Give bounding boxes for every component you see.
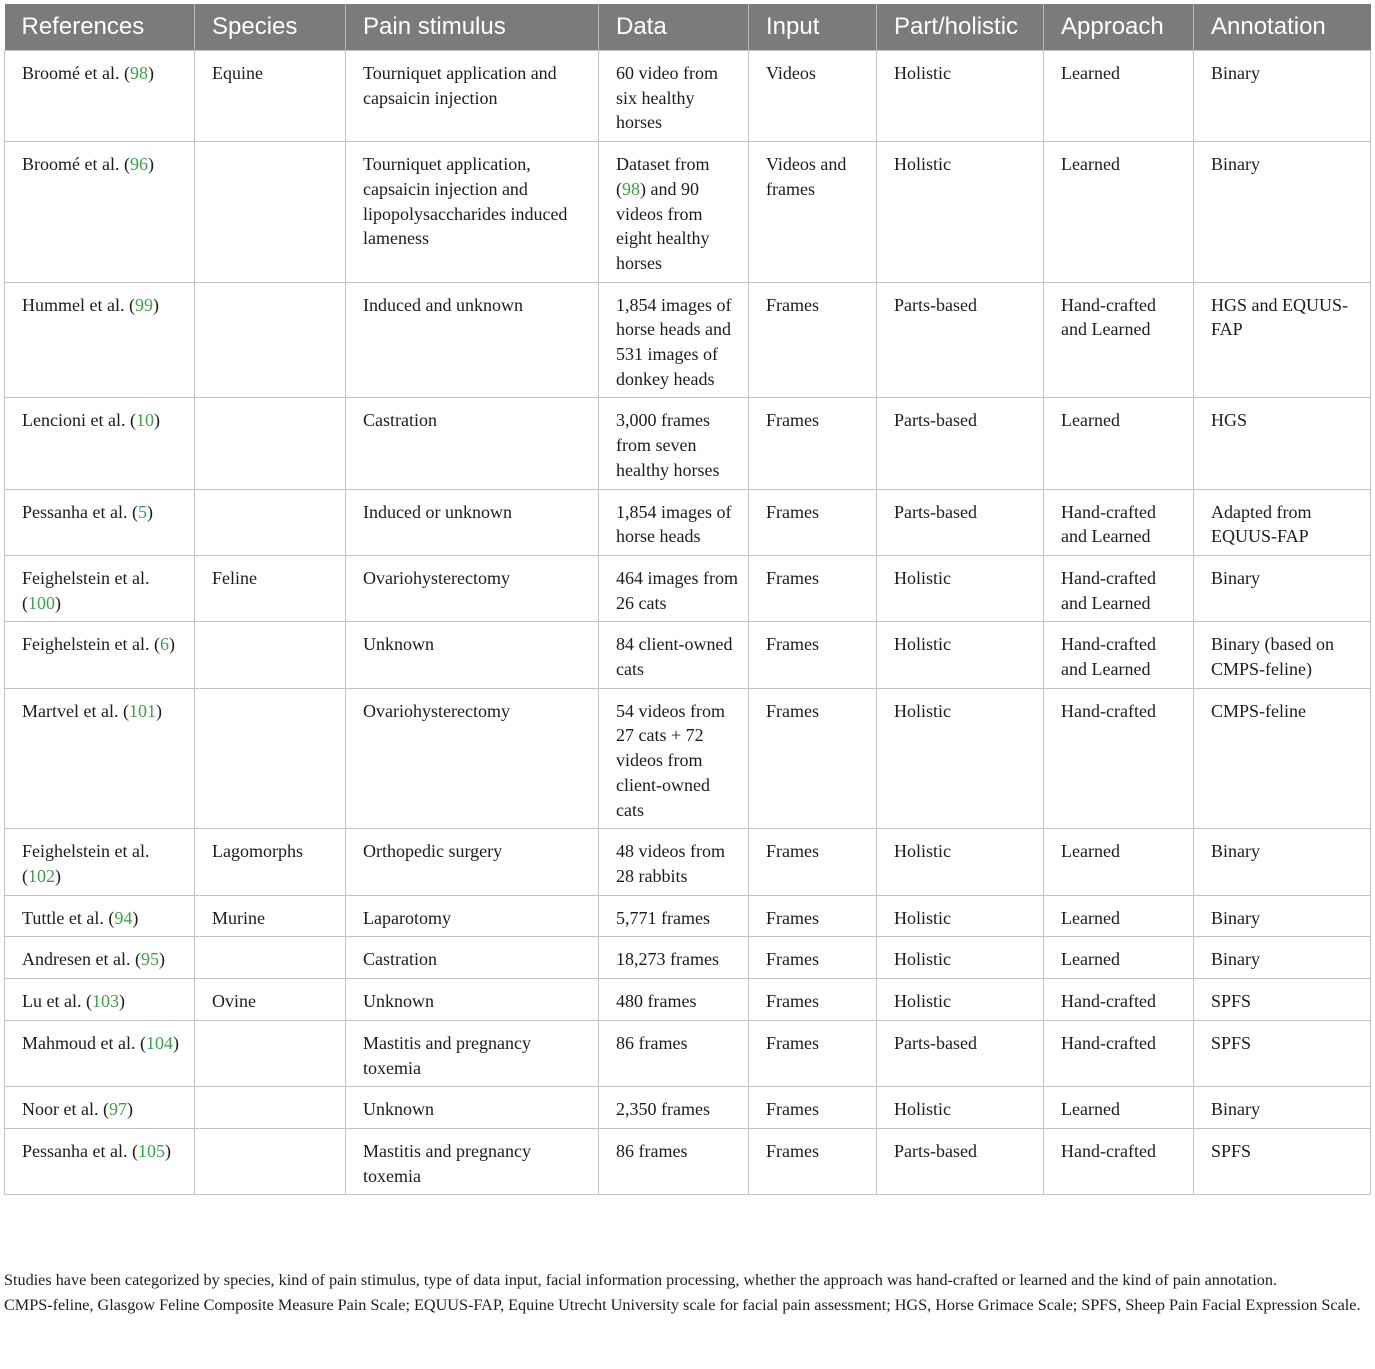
cell-species [195,1128,346,1194]
cell-pain-stimulus: Castration [346,937,599,979]
reference-author: Noor et al. ( [22,1099,109,1120]
footnote-abbreviations: CMPS-feline, Glasgow Feline Composite Measure Pain Scale; EQUUS-FAP, Equine Utrecht University scale for facial pain assessment; HGS, Horse Grimace Scale; SPFS, Sheep Pain Facial Expression Scale. [4,1295,1361,1314]
data-text: 5,771 frames [616,907,710,928]
cell-approach: Hand-crafted [1044,1128,1194,1194]
reference-author: Tuttle et al. ( [22,907,115,928]
cell-part-holistic: Holistic [877,622,1044,688]
data-text: 2,350 frames [616,1099,710,1120]
cell-annotation: HGS and EQUUS-FAP [1194,282,1371,398]
data-text: 480 frames [616,991,697,1012]
cell-data [599,51,749,142]
cell-pain-stimulus: Induced and unknown [346,282,599,398]
reference-close: ) [147,63,154,83]
cell-approach: Learned [1044,829,1194,895]
cell-species: Feline [195,555,346,621]
cell-part-holistic: Holistic [877,829,1044,895]
cell-pain-stimulus: Mastitis and pregnancy toxemia [346,1128,599,1194]
table-row [5,555,1371,621]
cell-approach: Learned [1044,895,1194,937]
table-body [5,51,1371,1195]
footnote-categorization: Studies have been categorized by species, kind of pain stimulus, type of data input, facial information processing, whether the approach was hand-crafted or learned and the kind of pain annotation. [4,1271,1278,1289]
cell-pain-stimulus: Tourniquet application and capsaicin injection [346,51,599,142]
reference-author: Feighelstein et al. ( [22,567,150,613]
cell-species [195,688,346,829]
data-text: 1,854 images of horse heads and 531 images of donkey heads [616,294,732,389]
reference-close: ) [126,1099,133,1120]
cell-species: Equine [195,51,346,142]
header-input: Input [749,4,877,51]
cell-reference [5,51,195,142]
cell-species: Lagomorphs [195,829,346,895]
cell-species [195,398,346,489]
cell-data [599,829,749,895]
reference-link[interactable]: 103 [91,991,119,1012]
reference-close: ) [147,154,154,175]
cell-annotation: SPFS [1194,979,1371,1021]
reference-close: ) [155,700,162,721]
cell-approach: Hand-crafted and Learned [1044,555,1194,621]
cell-part-holistic: Parts-based [877,1128,1044,1194]
reference-close: ) [158,949,165,970]
cell-approach: Hand-crafted and Learned [1044,489,1194,555]
reference-author: Broomé et al. ( [22,154,130,175]
cell-species [195,937,346,979]
header-annotation: Annotation [1194,4,1371,51]
cell-data [599,895,749,937]
cell-species [195,622,346,688]
table-row [5,688,1371,829]
cell-species: Ovine [195,979,346,1021]
cell-annotation: CMPS-feline [1194,688,1371,829]
table-row [5,489,1371,555]
cell-part-holistic: Parts-based [877,398,1044,489]
cell-annotation: Binary [1194,555,1371,621]
table-header [5,4,1371,51]
cell-part-holistic: Parts-based [877,282,1044,398]
cell-part-holistic: Holistic [877,555,1044,621]
table-row [5,1128,1371,1194]
reference-link[interactable]: 96 [129,154,148,175]
table-row [5,51,1371,142]
reference-link[interactable]: 97 [108,1099,127,1120]
cell-approach: Hand-crafted [1044,688,1194,829]
reference-author: Feighelstein et al. ( [22,634,160,655]
cell-approach: Hand-crafted [1044,1020,1194,1086]
reference-author: Feighelstein et al. ( [22,841,150,886]
data-text: 1,854 images of horse heads [616,501,732,547]
cell-pain-stimulus: Castration [346,398,599,489]
cell-data [599,1128,749,1194]
reference-close: ) [55,592,61,613]
cell-data [599,142,749,283]
cell-annotation: Binary [1194,1087,1371,1129]
data-text: 86 frames [616,1032,688,1053]
cell-pain-stimulus: Orthopedic surgery [346,829,599,895]
cell-part-holistic: Holistic [877,979,1044,1021]
cell-reference [5,1020,195,1086]
reference-author: Broomé et al. ( [22,63,130,83]
reference-author: Martvel et al. ( [22,700,129,721]
cell-reference [5,555,195,621]
cell-species [195,282,346,398]
table-container [4,4,1370,1195]
cell-data [599,688,749,829]
cell-part-holistic: Holistic [877,51,1044,142]
cell-part-holistic: Parts-based [877,1020,1044,1086]
cell-data [599,1020,749,1086]
header-part-holistic: Part/holistic [877,4,1044,51]
data-reference-link[interactable]: 98 [622,178,640,199]
cell-input: Frames [749,688,877,829]
cell-pain-stimulus: Induced or unknown [346,489,599,555]
cell-approach: Learned [1044,142,1194,283]
cell-approach: Learned [1044,1087,1194,1129]
cell-approach: Hand-crafted and Learned [1044,622,1194,688]
reference-author: Hummel et al. ( [22,294,135,315]
data-text: Dataset from ( [616,154,710,199]
cell-reference [5,1128,195,1194]
cell-input: Frames [749,829,877,895]
reference-link[interactable]: 6 [159,634,169,655]
reference-link[interactable]: 105 [137,1140,165,1161]
data-text: 54 videos from 27 cats + 72 videos from client-owned cats [616,700,725,820]
cell-part-holistic: Holistic [877,1087,1044,1129]
cell-input: Videos [749,51,877,142]
cell-species [195,489,346,555]
cell-annotation: Binary [1194,895,1371,937]
cell-annotation: SPFS [1194,1020,1371,1086]
table-row [5,1087,1371,1129]
cell-reference [5,829,195,895]
data-text: 84 client-owned cats [616,634,733,680]
cell-annotation: HGS [1194,398,1371,489]
cell-data [599,282,749,398]
cell-pain-stimulus: Ovariohysterectomy [346,688,599,829]
reference-link[interactable]: 98 [129,63,148,83]
reference-link[interactable]: 94 [114,907,133,928]
cell-reference [5,1087,195,1129]
reference-link[interactable]: 99 [134,294,153,315]
table-row [5,622,1371,688]
data-text-continued: ) and 90 videos from eight healthy horses [616,178,710,273]
cell-approach: Learned [1044,51,1194,142]
cell-input: Frames [749,489,877,555]
cell-data [599,555,749,621]
cell-data [599,1087,749,1129]
cell-approach: Learned [1044,398,1194,489]
reference-author: Andresen et al. ( [22,949,141,970]
cell-reference [5,688,195,829]
reference-close: ) [152,294,159,315]
cell-species: Murine [195,895,346,937]
reference-link[interactable]: 102 [28,865,55,886]
table-footnotes [4,1268,1368,1317]
reference-link[interactable]: 95 [140,949,159,970]
cell-reference [5,937,195,979]
cell-part-holistic: Holistic [877,895,1044,937]
studies-table [4,4,1371,1195]
header-references: References [5,4,195,51]
table-row [5,398,1371,489]
cell-reference [5,895,195,937]
cell-reference [5,142,195,283]
header-approach: Approach [1044,4,1194,51]
cell-data [599,398,749,489]
reference-link[interactable]: 100 [28,592,55,613]
reference-close: ) [55,865,61,886]
cell-input: Frames [749,555,877,621]
cell-reference [5,489,195,555]
header-species: Species [195,4,346,51]
cell-pain-stimulus: Unknown [346,979,599,1021]
reference-author: Mahmoud et al. ( [22,1032,146,1053]
cell-annotation: Binary [1194,142,1371,283]
cell-input: Frames [749,398,877,489]
cell-annotation: Binary [1194,937,1371,979]
reference-link[interactable]: 104 [145,1032,173,1053]
cell-input: Frames [749,282,877,398]
table-row [5,829,1371,895]
cell-data [599,979,749,1021]
reference-author: Pessanha et al. ( [22,1140,138,1161]
cell-part-holistic: Parts-based [877,489,1044,555]
cell-data [599,937,749,979]
cell-species [195,1020,346,1086]
cell-annotation: Binary [1194,829,1371,895]
data-text: 60 video from six healthy horses [616,63,718,133]
cell-pain-stimulus: Laparotomy [346,895,599,937]
reference-close: ) [146,501,153,522]
cell-input: Videos and frames [749,142,877,283]
reference-close: ) [172,1032,179,1053]
cell-part-holistic: Holistic [877,688,1044,829]
table-row [5,142,1371,283]
cell-annotation: SPFS [1194,1128,1371,1194]
cell-species [195,142,346,283]
header-row [5,4,1371,51]
cell-input: Frames [749,979,877,1021]
cell-pain-stimulus: Unknown [346,1087,599,1129]
cell-annotation: Adapted from EQUUS-FAP [1194,489,1371,555]
cell-input: Frames [749,622,877,688]
data-text: 3,000 frames from seven healthy horses [616,410,720,480]
header-data: Data [599,4,749,51]
reference-close: ) [132,907,139,928]
reference-close: ) [153,410,160,431]
cell-data [599,489,749,555]
cell-reference [5,622,195,688]
cell-data [599,622,749,688]
cell-input: Frames [749,1128,877,1194]
reference-link[interactable]: 101 [128,700,156,721]
cell-pain-stimulus: Unknown [346,622,599,688]
cell-approach: Hand-crafted and Learned [1044,282,1194,398]
cell-species [195,1087,346,1129]
reference-link[interactable]: 5 [137,501,147,522]
reference-author: Lencioni et al. ( [22,410,136,431]
cell-reference [5,398,195,489]
reference-author: Lu et al. ( [22,991,92,1012]
table-row [5,282,1371,398]
cell-annotation: Binary (based on CMPS-feline) [1194,622,1371,688]
cell-pain-stimulus: Ovariohysterectomy [346,555,599,621]
reference-close: ) [168,634,175,655]
table-row [5,937,1371,979]
cell-reference [5,979,195,1021]
table-row [5,979,1371,1021]
cell-annotation: Binary [1194,51,1371,142]
reference-close: ) [118,991,125,1012]
table-row [5,895,1371,937]
cell-input: Frames [749,895,877,937]
cell-input: Frames [749,937,877,979]
table-row [5,1020,1371,1086]
data-text: 48 videos from 28 rabbits [616,841,725,886]
header-pain-stimulus: Pain stimulus [346,4,599,51]
cell-approach: Hand-crafted [1044,979,1194,1021]
reference-close: ) [164,1140,171,1161]
cell-part-holistic: Holistic [877,937,1044,979]
cell-pain-stimulus: Tourniquet application, capsaicin injection and lipopolysaccharides induced lameness [346,142,599,283]
reference-link[interactable]: 10 [135,410,154,431]
cell-input: Frames [749,1020,877,1086]
cell-reference [5,282,195,398]
data-text: 18,273 frames [616,949,719,970]
reference-author: Pessanha et al. ( [22,501,138,522]
data-text: 464 images from 26 cats [616,567,738,613]
cell-approach: Learned [1044,937,1194,979]
cell-input: Frames [749,1087,877,1129]
cell-part-holistic: Holistic [877,142,1044,283]
data-text: 86 frames [616,1140,688,1161]
cell-pain-stimulus: Mastitis and pregnancy toxemia [346,1020,599,1086]
